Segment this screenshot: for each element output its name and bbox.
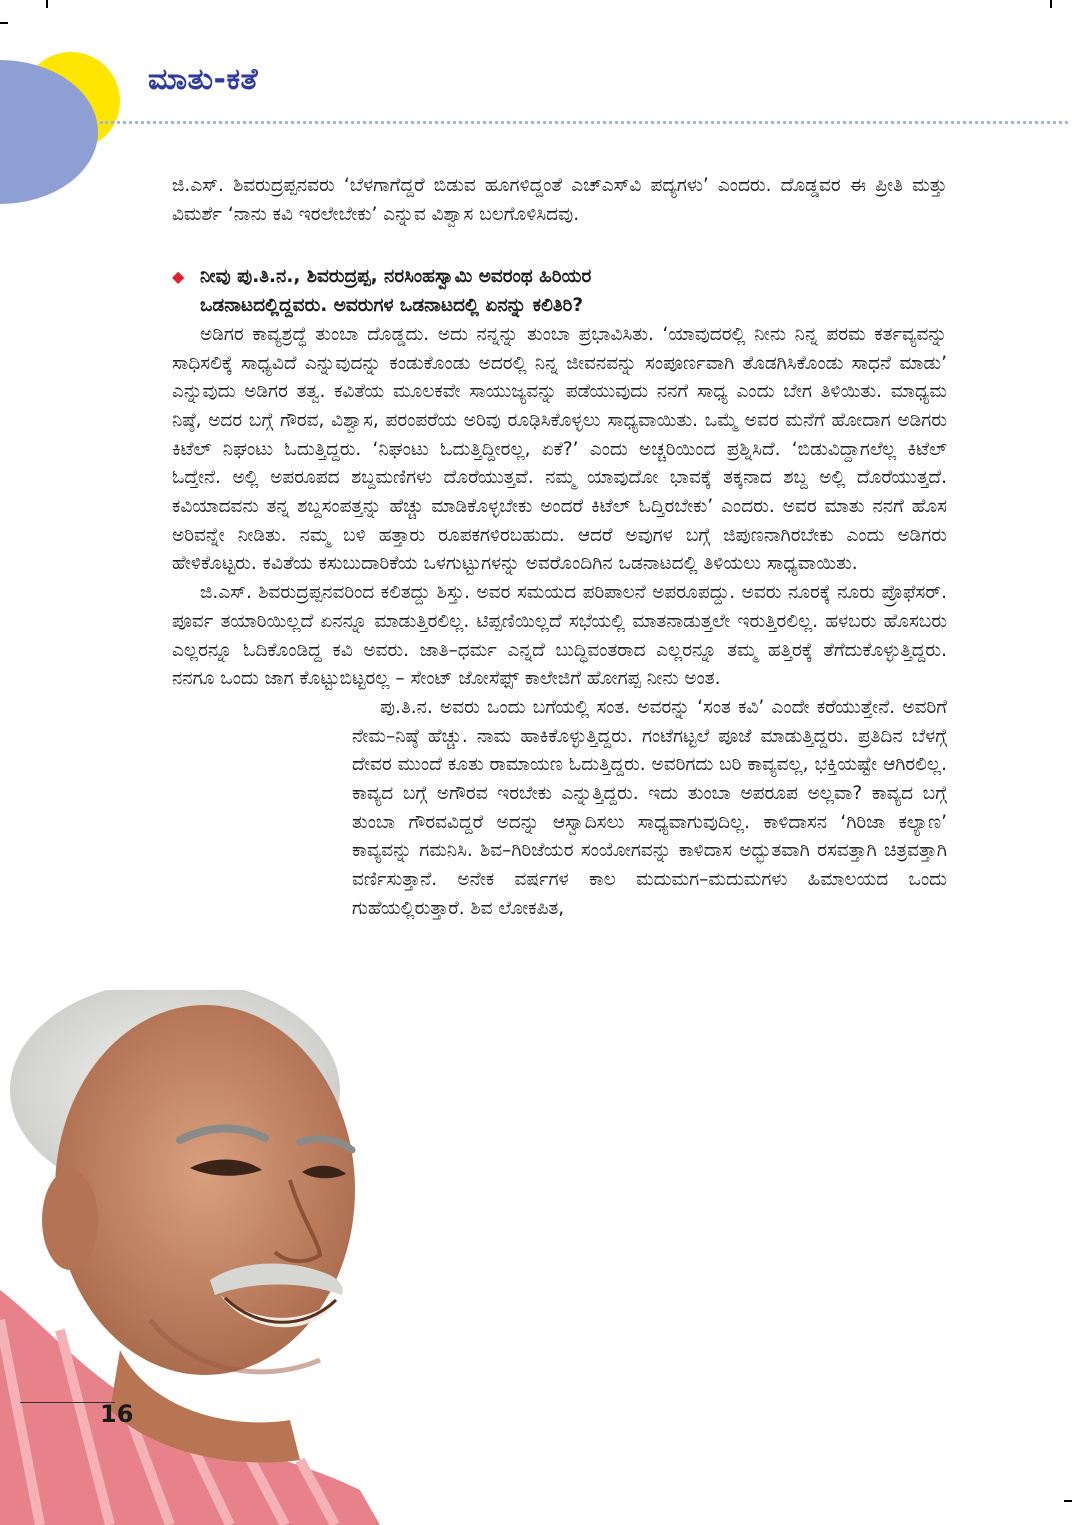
- dotted-divider: [100, 121, 1068, 124]
- paragraph-adiga: ಅಡಿಗರ ಕಾವ್ಯಶ್ರದ್ಧೆ ತುಂಬಾ ದೊಡ್ಡದು. ಅದು ನನ್ನನ್ನು ತುಂಬಾ ಪ್ರಭಾವಿಸಿತು. ‘ಯಾವುದರಲ್ಲಿ ನೀನು ನಿನ್ನ ಪರಮ ಕರ್ತವ್ಯವನ್ನು ಸಾಧಿಸಲಿಕ್ಕೆ ಸಾಧ್ಯವಿದೆ ಎನ್ನುವುದನ್ನು ಕಂಡುಕೊಂಡು ಅದರಲ್ಲಿ ನಿನ್ನ ಜೀವನವನ್ನು ಸಂಪೂರ್ಣವಾಗಿ ತೊಡಗಿಸಿಕೊಂಡು ಸಾಧನೆ ಮಾಡು’ ಎನ್ನುವುದು ಅಡಿಗರ ತತ್ವ. ಕವಿತೆಯ ಮೂಲಕವೇ ಸಾಯುಜ್ಯವನ್ನು ಪಡೆಯುವುದು ನನಗೆ ಸಾಧ್ಯ ಎಂದು ಬೇಗ ತಿಳಿಯಿತು. ಮಾಧ್ಯಮ ನಿಷ್ಠೆ, ಅದರ ಬಗ್ಗೆ ಗೌರವ, ವಿಶ್ವಾಸ, ಪರಂಪರೆಯ ಅರಿವು ರೂಢಿಸಿಕೊಳ್ಳಲು ಸಾಧ್ಯವಾಯಿತು. ಒಮ್ಮೆ ಅವರ ಮನೆಗೆ ಹೋದಾಗ ಅಡಿಗರು ಕಿಟೆಲ್ ನಿಘಂಟು ಓದುತ್ತಿದ್ದರು. ‘ನಿಘಂಟು ಓದುತ್ತಿದ್ದೀರಲ್ಲ, ಏಕೆ?’ ಎಂದು ಅಚ್ಚರಿಯಿಂದ ಪ್ರಶ್ನಿಸಿದೆ. ‘ಬಿಡುವಿದ್ದಾಗಲೆಲ್ಲ ಕಿಟೆಲ್ ಓದ್ತೇನೆ. ಅಲ್ಲಿ ಅಪರೂಪದ ಶಬ್ದಮಣಿಗಳು ದೊರೆಯುತ್ತವೆ. ನಮ್ಮ ಯಾವುದೋ ಭಾವಕ್ಕೆ ತಕ್ಕನಾದ ಶಬ್ದ ಅಲ್ಲಿ ದೊರೆಯುತ್ತದೆ. ಕವಿಯಾದವನು ತನ್ನ ಶಬ್ದಸಂಪತ್ತನ್ನು ಹೆಚ್ಚು ಮಾಡಿಕೊಳ್ಳಬೇಕು ಅಂದರೆ ಕಿಟೆಲ್ ಓದ್ತಿರಬೇಕು’ ಎಂದರು. ಅವರ ಮಾತು ನನಗೆ ಹೊಸ ಅರಿವನ್ನೇ ನೀಡಿತು. ನಮ್ಮ ಬಳಿ ಹತ್ತಾರು ರೂಪಕಗಳಿರಬಹುದು. ಆದರೆ ಅವುಗಳ ಬಗ್ಗೆ ಜಿಪುಣನಾಗಿರಬೇಕು ಎಂದು ಅಡಿಗರು ಹೇಳಿಕೊಟ್ಟರು. ಕವಿತೆಯ ಕಸುಬುದಾರಿಕೆಯ ಒಳಗುಟ್ಟುಗಳನ್ನು ಅವರೊಂದಿಗಿನ ಒಡನಾಟದಲ್ಲಿ ತಿಳಿಯಲು ಸಾಧ್ಯವಾಯಿತು.: [172, 323, 947, 575]
- portrait-text-wrap-spacer: [172, 694, 352, 695]
- question-line-1: ನೀವು ಪು.ತಿ.ನ., ಶಿವರುದ್ರಪ್ಪ, ನರಸಿಂಹಸ್ವಾಮಿ ಅವರಂಥ ಹಿರಿಯರ: [200, 266, 592, 288]
- section-title: ಮಾತು-ಕತೆ: [148, 62, 259, 97]
- interview-question: [172, 263, 947, 320]
- article-body: [172, 172, 947, 924]
- crop-mark: [46, 0, 48, 8]
- page-number: 16: [100, 1400, 134, 1428]
- paragraph-gs-shivarudrappa: ಜಿ.ಎಸ್. ಶಿವರುದ್ರಪ್ಪನವರಿಂದ ಕಲಿತದ್ದು ಶಿಸ್ತು. ಅವರ ಸಮಯದ ಪರಿಪಾಲನೆ ಅಪರೂಪದ್ದು. ಅವರು ನೂರಕ್ಕೆ ನೂರು ಪ್ರೊಫೆಸರ್. ಪೂರ್ವ ತಯಾರಿಯಿಲ್ಲದೆ ಏನನ್ನೂ ಮಾಡುತ್ತಿರಲಿಲ್ಲ. ಟಿಪ್ಪಣಿಯಿಲ್ಲದೆ ಸಭೆಯಲ್ಲಿ ಮಾತನಾಡುತ್ತಲೇ ಇರುತ್ತಿರಲಿಲ್ಲ. ಹಳಬರು ಹೊಸಬರು ಎಲ್ಲರನ್ನೂ ಓದಿಕೊಂಡಿದ್ದ ಕವಿ ಅವರು. ಜಾತಿ–ಧರ್ಮ ಎನ್ನದೆ ಬುದ್ಧಿವಂತರಾದ ಎಲ್ಲರನ್ನೂ ತಮ್ಮ ಹತ್ತಿರಕ್ಕೆ ತೆಗೆದುಕೊಳ್ಳುತ್ತಿದ್ದರು. ನನಗೂ ಒಂದು ಜಾಗ ಕೊಟ್ಟುಬಿಟ್ಟರಲ್ಲ – ಸೇಂಟ್ ಜೋಸೆಫ್ಸ್ ಕಾಲೇಜಿಗೆ ಹೋಗಪ್ಪ ನೀನು ಅಂತ.: [172, 582, 947, 690]
- paragraph-putina: ಪು.ತಿ.ನ. ಅವರು ಒಂದು ಬಗೆಯಲ್ಲಿ ಸಂತ. ಅವರನ್ನು ‘ಸಂತ ಕವಿ’ ಎಂದೇ ಕರೆಯುತ್ತೇನೆ. ಅವರಿಗೆ ನೇಮ–ನಿಷ್ಠೆ ಹೆಚ್ಚು. ನಾಮ ಹಾಕಿಕೊಳ್ಳುತ್ತಿದ್ದರು. ಗಂಟೆಗಟ್ಟಲೆ ಪೂಜೆ ಮಾಡುತ್ತಿದ್ದರು. ಪ್ರತಿದಿನ ಬೆಳಗ್ಗೆ ದೇವರ ಮುಂದೆ ಕೂತು ರಾಮಾಯಣ ಓದುತ್ತಿದ್ದರು. ಅವರಿಗದು ಬರಿ ಕಾವ್ಯವಲ್ಲ, ಭಕ್ತಿಯಷ್ಟೇ ಆಗಿರಲಿಲ್ಲ. ಕಾವ್ಯದ ಬಗ್ಗೆ ಅಗೌರವ ಇರಬೇಕು ಎನ್ನುತ್ತಿದ್ದರು. ಇದು ತುಂಬಾ ಅಪರೂಪ ಅಲ್ಲವಾ? ಕಾವ್ಯದ ಬಗ್ಗೆ ತುಂಬಾ ಗೌರವವಿದ್ದರೆ ಅದನ್ನು ಆಸ್ವಾದಿಸಲು ಸಾಧ್ಯವಾಗುವುದಿಲ್ಲ. ಕಾಳಿದಾಸನ ‘ಗಿರಿಜಾ ಕಲ್ಯಾಣ’ ಕಾವ್ಯವನ್ನು ಗಮನಿಸಿ. ಶಿವ–ಗಿರಿಜೆಯರ ಸಂಯೋಗವನ್ನು ಕಾಳಿದಾಸ ಅದ್ಭುತವಾಗಿ ರಸವತ್ತಾಗಿ ಚಿತ್ರವತ್ತಾಗಿ ವರ್ಣಿಸುತ್ತಾನೆ. ಅನೇಕ ವರ್ಷಗಳ ಕಾಲ ಮದುಮಗ–ಮದುಮಗಳು ಹಿಮಾಲಯದ ಒಂದು ಗುಹೆಯಲ್ಲಿರುತ್ತಾರೆ. ಶಿವ ಲೋಕಪಿತ,: [352, 696, 947, 919]
- crop-mark: [0, 22, 8, 24]
- question-line-2: ಒಡನಾಟದಲ್ಲಿದ್ದವರು. ಅವರುಗಳ ಒಡನಾಟದಲ್ಲಿ ಏನನ್ನು ಕಲಿತಿರಿ?: [200, 295, 584, 317]
- diamond-bullet-icon: ◆: [172, 267, 185, 287]
- author-portrait: [0, 990, 380, 1525]
- crop-mark: [1064, 1500, 1072, 1502]
- paragraph-intro: ಜಿ.ಎಸ್. ಶಿವರುದ್ರಪ್ಪನವರು ‘ಬೆಳಗಾಗೆದ್ದರೆ ಬಿಡುವ ಹೂಗಳಿದ್ದಂತೆ ಎಚ್‌ಎಸ್‌ವಿ ಪದ್ಯಗಳು’ ಎಂದರು. ದೊಡ್ಡವರ ಈ ಪ್ರೀತಿ ಮತ್ತು ವಿಮರ್ಶೆ ‘ನಾನು ಕವಿ ಇರಲೇಬೇಕು’ ಎನ್ನುವ ವಿಶ್ವಾಸ ಬಲಗೊಳಿಸಿದವು.: [172, 175, 947, 225]
- crop-mark: [1050, 0, 1052, 8]
